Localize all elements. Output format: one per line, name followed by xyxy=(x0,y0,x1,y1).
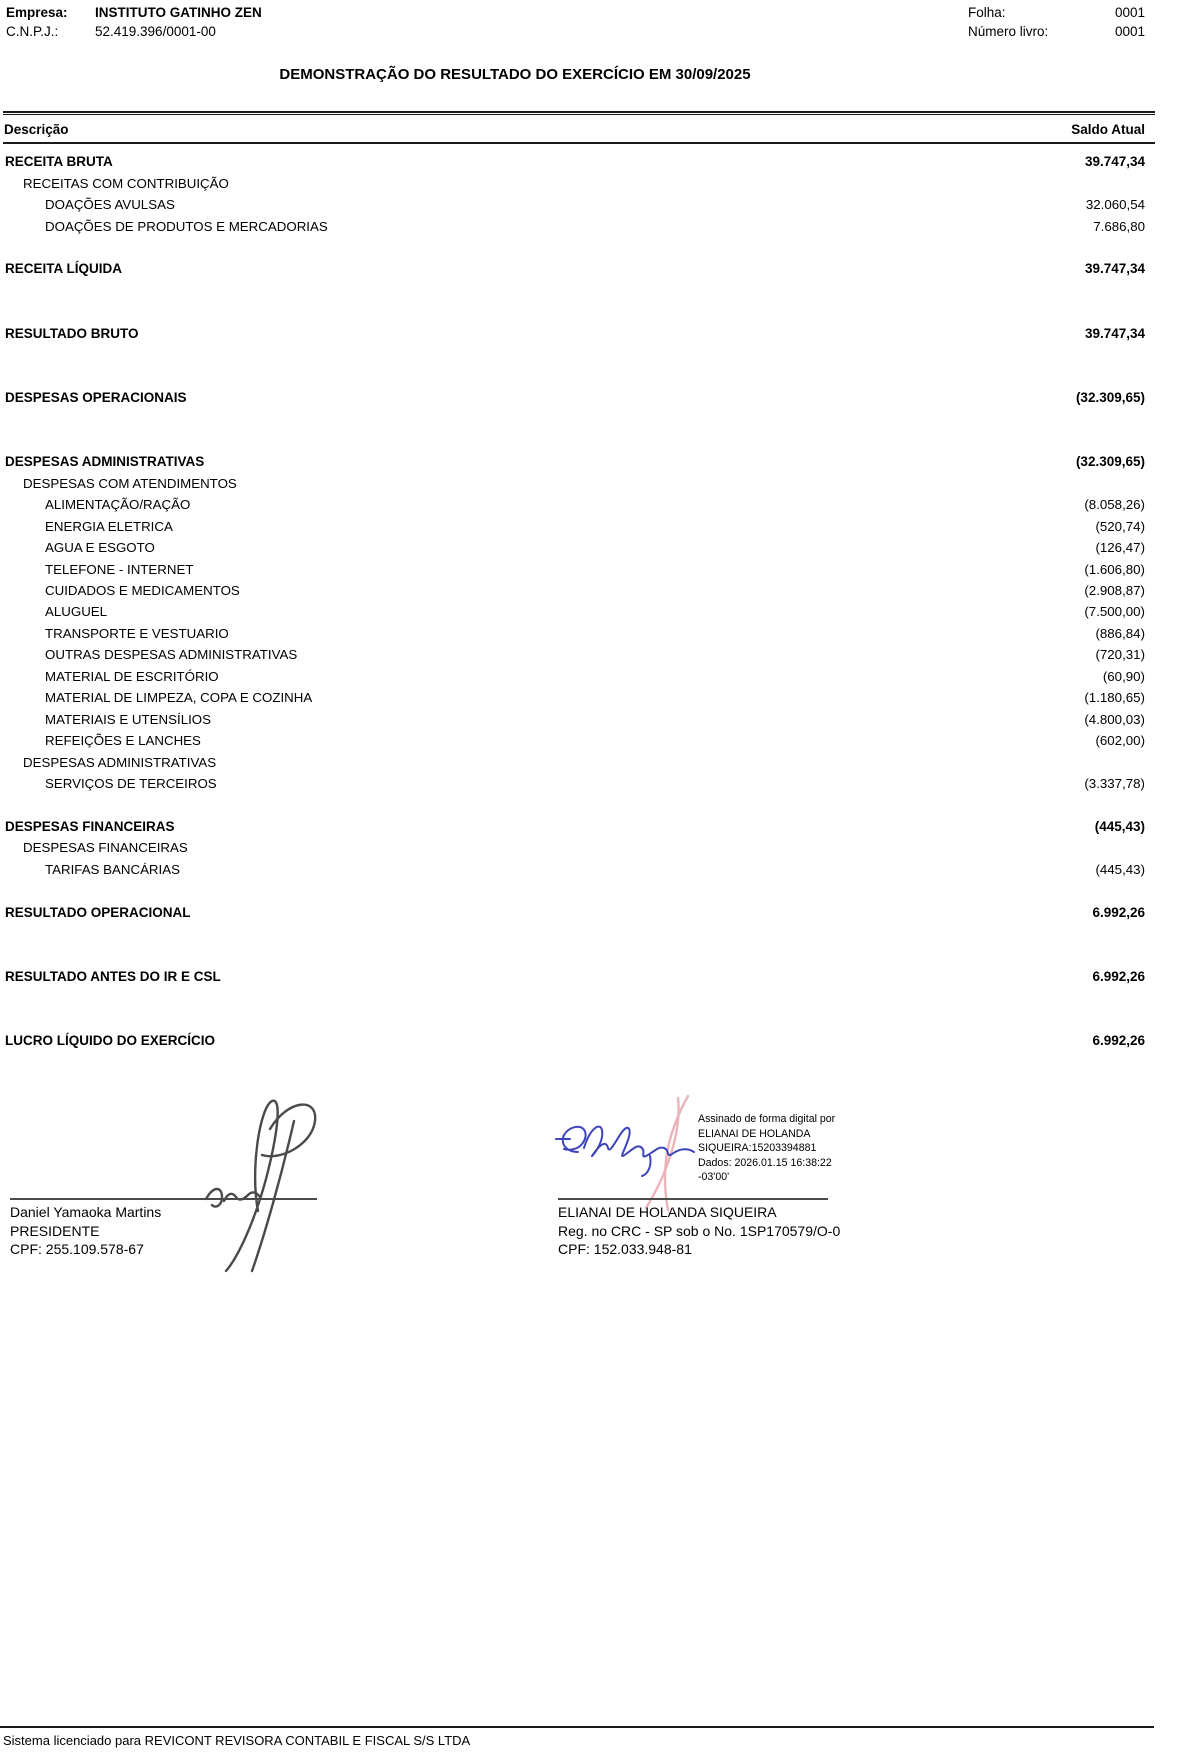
row-label: DESPESAS COM ATENDIMENTOS xyxy=(23,475,237,491)
signer-left-cpf: CPF: 255.109.578-67 xyxy=(10,1241,144,1258)
table-row xyxy=(3,494,1145,515)
signer-left-role: PRESIDENTE xyxy=(10,1222,100,1239)
row-gap xyxy=(3,344,1145,387)
table-row xyxy=(3,837,1145,858)
table-row xyxy=(3,451,1145,472)
table-row xyxy=(3,387,1145,408)
footer-rule xyxy=(0,1726,1154,1728)
signature-line-left xyxy=(10,1198,317,1200)
row-value: (1.180,65) xyxy=(1084,690,1145,706)
stamp-line: ELIANAI DE HOLANDA xyxy=(698,1127,811,1140)
row-label: DESPESAS OPERACIONAIS xyxy=(5,390,187,406)
row-value: (886,84) xyxy=(1095,625,1145,641)
handwritten-signature-left xyxy=(172,1093,332,1273)
table-row xyxy=(3,623,1145,644)
row-value: 32.060,54 xyxy=(1085,197,1145,213)
row-label: RECEITA BRUTA xyxy=(5,154,113,170)
row-value: (1.606,80) xyxy=(1084,561,1145,577)
stamp-line: Assinado de forma digital por xyxy=(698,1113,836,1125)
table-top-rule xyxy=(3,111,1155,115)
row-label: DESPESAS FINANCEIRAS xyxy=(23,840,188,856)
row-label: CUIDADOS E MEDICAMENTOS xyxy=(45,583,240,599)
row-label: SERVIÇOS DE TERCEIROS xyxy=(45,775,217,791)
row-value: (445,43) xyxy=(1094,818,1145,834)
row-label: RECEITAS COM CONTRIBUIÇÃO xyxy=(23,175,229,191)
stamp-line: Dados: 2026.01.15 16:38:22 xyxy=(698,1156,832,1169)
row-value: 39.747,34 xyxy=(1084,325,1145,341)
row-value: 7.686,80 xyxy=(1093,218,1145,234)
row-value: (4.800,03) xyxy=(1084,711,1145,727)
footer-license-text: Sistema licenciado para REVICONT REVISORA CONTABIL E FISCAL S/S LTDA xyxy=(3,1733,471,1748)
row-label: DESPESAS ADMINISTRATIVAS xyxy=(5,454,205,470)
row-gap xyxy=(3,280,1145,323)
row-label: RECEITA LÍQUIDA xyxy=(5,261,122,277)
signer-right-block xyxy=(558,1203,840,1259)
row-label: ENERGIA ELETRICA xyxy=(45,518,173,534)
table-row xyxy=(3,751,1145,772)
cnpj-value: 52.419.396/0001-00 xyxy=(95,24,216,39)
stamp-line: -03'00' xyxy=(698,1171,730,1184)
row-value: (2.908,87) xyxy=(1084,583,1145,599)
row-label: OUTRAS DESPESAS ADMINISTRATIVAS xyxy=(45,647,298,663)
row-value: 6.992,26 xyxy=(1092,1033,1145,1049)
row-value: (602,00) xyxy=(1095,733,1145,749)
signature-section xyxy=(0,1085,1182,1270)
table-row xyxy=(3,473,1145,494)
row-label: DOAÇÕES DE PRODUTOS E MERCADORIAS xyxy=(45,218,328,234)
signer-right-name: ELIANAI DE HOLANDA SIQUEIRA xyxy=(558,1204,777,1220)
table-row xyxy=(3,666,1145,687)
livro-value: 0001 xyxy=(1114,24,1145,39)
table-row xyxy=(3,601,1145,622)
row-gap xyxy=(3,237,1145,258)
table-row xyxy=(3,194,1145,215)
digital-stamp-text xyxy=(698,1112,835,1185)
table-header xyxy=(3,122,1145,137)
table-row xyxy=(3,644,1145,665)
folha-value: 0001 xyxy=(1114,5,1145,20)
row-label: DESPESAS ADMINISTRATIVAS xyxy=(23,754,217,770)
row-label: MATERIAL DE ESCRITÓRIO xyxy=(45,668,219,684)
row-label: RESULTADO ANTES DO IR E CSL xyxy=(5,968,221,984)
row-label: TRANSPORTE E VESTUARIO xyxy=(45,625,229,641)
column-header-descricao: Descrição xyxy=(4,122,69,137)
company-label: Empresa: xyxy=(6,5,68,20)
row-gap xyxy=(3,880,1145,901)
column-header-saldo-atual: Saldo Atual xyxy=(1071,122,1145,137)
table-row xyxy=(3,558,1145,579)
row-value: 6.992,26 xyxy=(1092,904,1145,920)
row-label: DOAÇÕES AVULSAS xyxy=(45,197,175,213)
table-row xyxy=(3,773,1145,794)
table-row xyxy=(3,816,1145,837)
signer-left-name: Daniel Yamaoka Martins xyxy=(10,1204,162,1220)
row-value: (32.309,65) xyxy=(1075,454,1145,470)
row-label: ALUGUEL xyxy=(45,604,108,620)
table-row xyxy=(3,537,1145,558)
row-value: (520,74) xyxy=(1095,518,1145,534)
row-value: 39.747,34 xyxy=(1084,154,1145,170)
table-row xyxy=(3,858,1145,879)
table-row xyxy=(3,215,1145,236)
company-name: INSTITUTO GATINHO ZEN xyxy=(95,5,262,20)
folha-label: Folha: xyxy=(968,5,1006,20)
table-row xyxy=(3,901,1145,922)
table-row xyxy=(3,515,1145,536)
row-label: RESULTADO OPERACIONAL xyxy=(5,904,191,920)
row-label: MATERIAIS E UTENSÍLIOS xyxy=(45,711,211,727)
row-value: (7.500,00) xyxy=(1084,604,1145,620)
signer-left-block xyxy=(10,1203,161,1259)
table-row xyxy=(3,323,1145,344)
table-row xyxy=(3,258,1145,279)
signature-line-right xyxy=(558,1198,828,1200)
table-row xyxy=(3,172,1145,193)
signer-right-cpf: CPF: 152.033.948-81 xyxy=(558,1241,692,1258)
table-row xyxy=(3,1030,1145,1051)
row-gap xyxy=(3,408,1145,451)
row-label: RESULTADO BRUTO xyxy=(5,325,139,341)
row-label: DESPESAS FINANCEIRAS xyxy=(5,818,175,834)
table-row xyxy=(3,708,1145,729)
table-row xyxy=(3,687,1145,708)
row-label: AGUA E ESGOTO xyxy=(45,540,155,556)
livro-label: Número livro: xyxy=(968,24,1049,39)
table-row xyxy=(3,580,1145,601)
row-label: ALIMENTAÇÃO/RAÇÃO xyxy=(45,497,191,513)
table-row xyxy=(3,151,1145,172)
row-value: (720,31) xyxy=(1095,647,1145,663)
row-gap xyxy=(3,794,1145,815)
row-value: (8.058,26) xyxy=(1084,497,1145,513)
row-label: TARIFAS BANCÁRIAS xyxy=(45,861,180,877)
stamp-line: SIQUEIRA:15203394881 xyxy=(698,1142,817,1155)
row-gap xyxy=(3,923,1145,966)
row-value: 6.992,26 xyxy=(1092,968,1145,984)
cnpj-label: C.N.P.J.: xyxy=(6,24,59,39)
signer-right-reg: Reg. no CRC - SP sob o No. 1SP170579/O-0 xyxy=(558,1222,841,1239)
row-value: 39.747,34 xyxy=(1084,261,1145,277)
table-header-rule xyxy=(3,142,1155,144)
table-row xyxy=(3,730,1145,751)
page-title: DEMONSTRAÇÃO DO RESULTADO DO EXERCÍCIO EM 30/09/2025 xyxy=(279,66,751,83)
row-label: REFEIÇÕES E LANCHES xyxy=(45,733,201,749)
row-value: (32.309,65) xyxy=(1075,390,1145,406)
table-row xyxy=(3,966,1145,987)
row-value: (60,90) xyxy=(1102,668,1145,684)
row-value: (3.337,78) xyxy=(1084,775,1145,791)
table-rows xyxy=(3,147,1145,1051)
row-value: (445,43) xyxy=(1095,861,1145,877)
row-value: (126,47) xyxy=(1095,540,1145,556)
digital-signature-cursive xyxy=(550,1118,700,1180)
row-gap xyxy=(3,987,1145,1030)
row-label: MATERIAL DE LIMPEZA, COPA E COZINHA xyxy=(45,690,313,706)
row-label: LUCRO LÍQUIDO DO EXERCÍCIO xyxy=(5,1033,216,1049)
row-label: TELEFONE - INTERNET xyxy=(45,561,194,577)
